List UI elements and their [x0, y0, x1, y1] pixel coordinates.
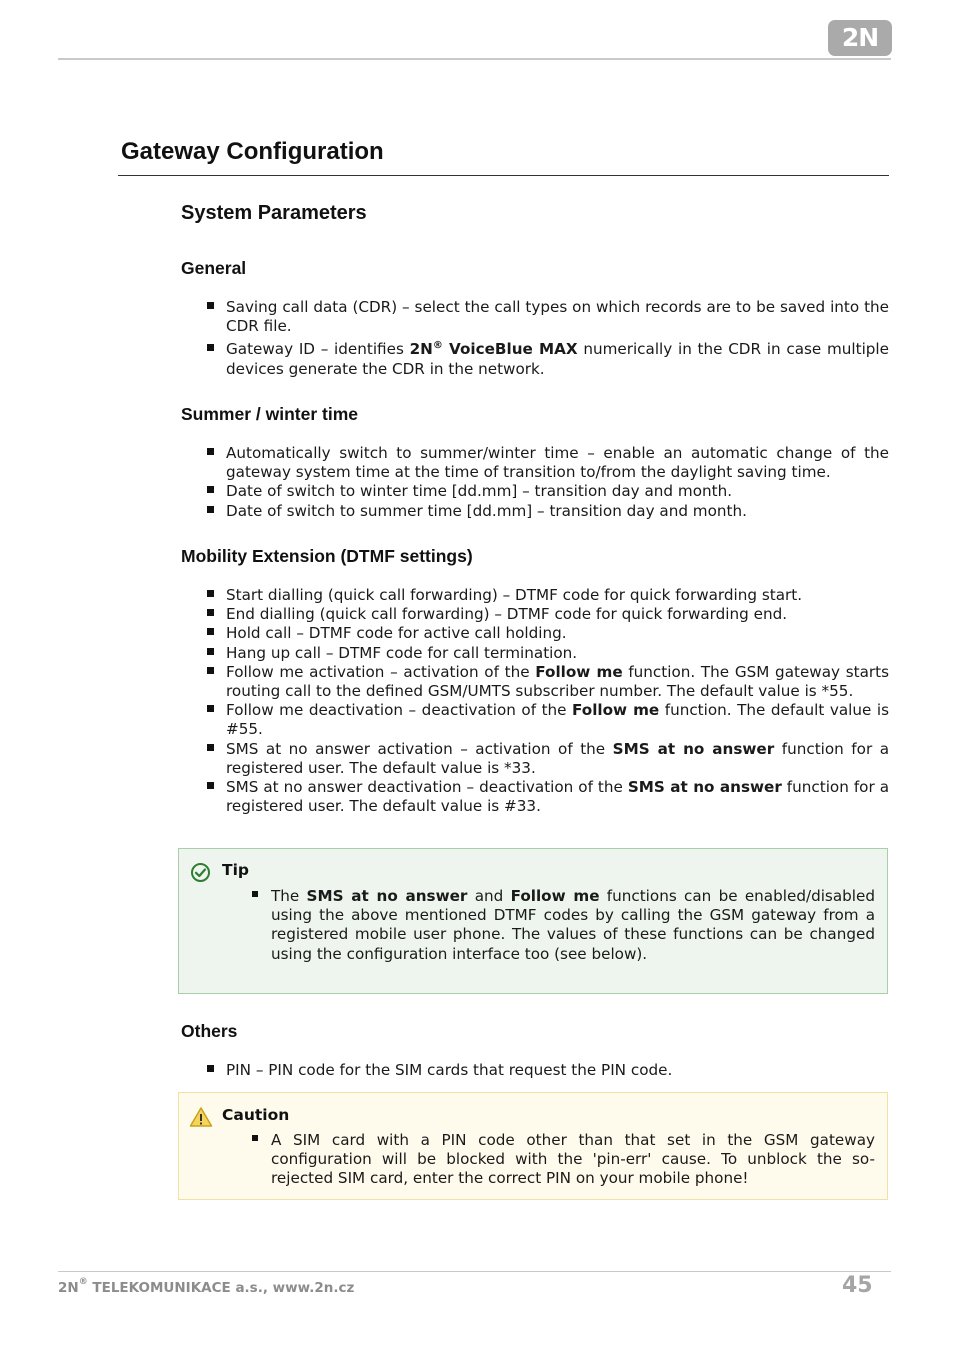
- list-item: SMS at no answer activation – activation of the SMS at no answer function for a registered user. The default value is *33.: [207, 740, 889, 778]
- summer-list: [207, 444, 889, 521]
- check-circle-icon: [190, 862, 211, 883]
- heading-summer-winter: Summer / winter time: [181, 404, 358, 424]
- tip-title: Tip: [222, 861, 249, 879]
- header-rule: [58, 58, 891, 60]
- footer-text: 2N® TELEKOMUNIKACE a.s., www.2n.cz: [58, 1277, 355, 1296]
- page-number: 45: [842, 1273, 873, 1298]
- list-item: Date of switch to winter time [dd.mm] – transition day and month.: [207, 482, 889, 501]
- title-underline: [118, 175, 889, 176]
- list-item: PIN – PIN code for the SIM cards that request the PIN code.: [207, 1061, 889, 1080]
- heading-others: Others: [181, 1021, 238, 1041]
- list-item: SMS at no answer deactivation – deactivation of the SMS at no answer function for a registered user. The default value is #33.: [207, 778, 889, 816]
- list-item: A SIM card with a PIN code other than that set in the GSM gateway configuration will be blocked with the 'pin-err' cause. To unblock the so-rejected SIM card, enter the correct PIN on your mobile phone!: [252, 1131, 875, 1189]
- list-item: Date of switch to summer time [dd.mm] – transition day and month.: [207, 502, 889, 521]
- section-title: System Parameters: [181, 202, 367, 224]
- list-item: The SMS at no answer and Follow me functions can be enabled/disabled using the above mentioned DTMF codes by calling the GSM gateway from a registered mobile user phone. The values of these functions can be changed using the configuration interface too (see below).: [252, 887, 875, 964]
- tip-list: [252, 887, 875, 964]
- list-item: Hang up call – DTMF code for call termination.: [207, 644, 889, 663]
- page-title: Gateway Configuration: [121, 138, 384, 165]
- brand-name: 2N: [409, 340, 433, 359]
- footer-rule: [58, 1271, 891, 1272]
- company-logo: 2N: [828, 20, 892, 56]
- warning-triangle-icon: [189, 1106, 213, 1128]
- product-name: VoiceBlue MAX: [442, 340, 578, 359]
- heading-mobility: Mobility Extension (DTMF settings): [181, 546, 473, 566]
- list-item: Follow me deactivation – deactivation of the Follow me function. The default value is #55.: [207, 701, 889, 739]
- general-list: [207, 298, 889, 379]
- mobility-list: [207, 586, 889, 816]
- caution-list: [252, 1131, 875, 1189]
- heading-general: General: [181, 258, 247, 278]
- caution-title: Caution: [222, 1106, 290, 1124]
- list-item: Hold call – DTMF code for active call holding.: [207, 624, 889, 643]
- list-item: Follow me activation – activation of the Follow me function. The GSM gateway starts routing call to the defined GSM/UMTS subscriber number. The default value is *55.: [207, 663, 889, 701]
- list-item: Start dialling (quick call forwarding) – DTMF code for quick forwarding start.: [207, 586, 889, 605]
- list-item: Saving call data (CDR) – select the call types on which records are to be saved into the CDR file.: [207, 298, 889, 336]
- list-item: Automatically switch to summer/winter time – enable an automatic change of the gateway system time at the time of transition to/from the daylight saving time.: [207, 444, 889, 482]
- list-item: End dialling (quick call forwarding) – DTMF code for quick forwarding end.: [207, 605, 889, 624]
- others-list: [207, 1061, 889, 1080]
- list-item: Gateway ID – identifies 2N® VoiceBlue MAX numerically in the CDR in case multiple devices generate the CDR in the network.: [207, 340, 889, 378]
